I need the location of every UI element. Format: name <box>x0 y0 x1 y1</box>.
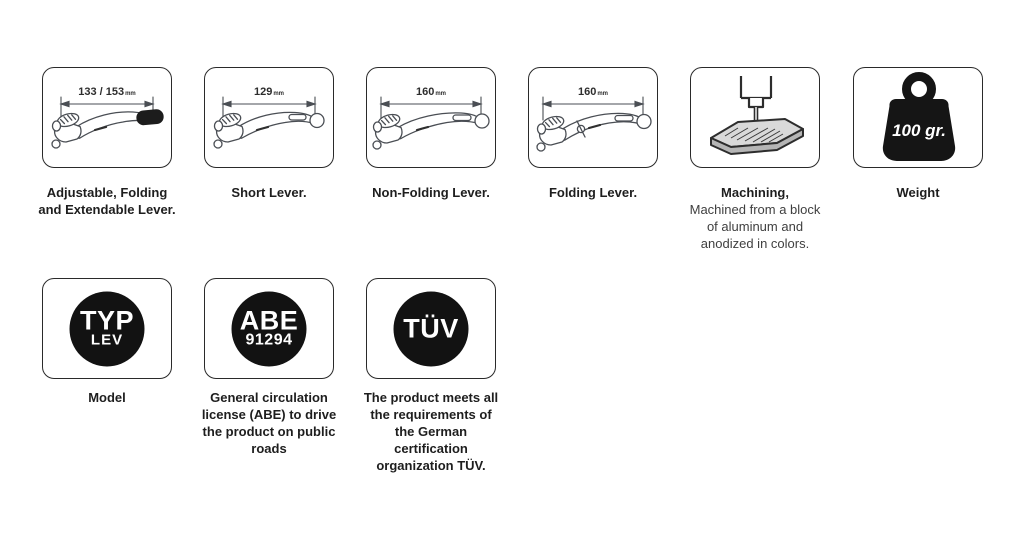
card-non-folding-lever <box>366 67 496 168</box>
card-model <box>42 278 172 379</box>
caption-non-folding-lever: Non-Folding Lever. <box>372 185 490 200</box>
dimension-value: 160 <box>577 86 597 98</box>
lever-short-icon <box>205 68 335 169</box>
caption-abe-license: General circulation license (ABE) to drive the product on public roads <box>201 390 337 456</box>
card-tuv-certification <box>366 278 496 379</box>
caption-adjustable-lever: Adjustable, Folding and Extendable Lever. <box>38 185 176 217</box>
caption-weight: Weight <box>896 185 940 200</box>
abe-badge: ABE 91294 <box>232 291 307 366</box>
weight-icon <box>854 68 984 169</box>
card-abe-license <box>204 278 334 379</box>
card-adjustable-lever <box>42 67 172 168</box>
typ-lev-badge: TYP LEV <box>70 291 145 366</box>
lever-non-folding-icon <box>367 68 497 169</box>
caption-folding-lever: Folding Lever. <box>548 185 638 200</box>
lever-folding-icon <box>529 68 659 169</box>
tuv-badge: TÜV <box>394 291 469 366</box>
card-weight <box>853 67 983 168</box>
caption-tuv-certification: The product meets all the requirements of the German certification organization TÜV. <box>363 390 499 473</box>
caption-short-lever: Short Lever. <box>231 185 307 200</box>
weight-value-label: 100 gr. <box>892 121 946 140</box>
dimension-unit: mm <box>435 91 447 97</box>
card-folding-lever <box>528 67 658 168</box>
milling-machine-icon <box>691 68 821 169</box>
card-short-lever <box>204 67 334 168</box>
caption-machining: Machining, Machined from a block of aluminum and anodized in colors. <box>689 185 821 251</box>
dimension-value: 129 <box>253 86 273 98</box>
lever-extendable-icon <box>43 68 173 169</box>
dimension-unit: mm <box>273 91 285 97</box>
caption-model: Model <box>88 390 126 405</box>
dimension-value: 160 <box>415 86 435 98</box>
dimension-value: 133 / 153 <box>78 86 125 98</box>
dimension-unit: mm <box>597 91 609 97</box>
dimension-unit: mm <box>125 91 136 97</box>
card-machining <box>690 67 820 168</box>
